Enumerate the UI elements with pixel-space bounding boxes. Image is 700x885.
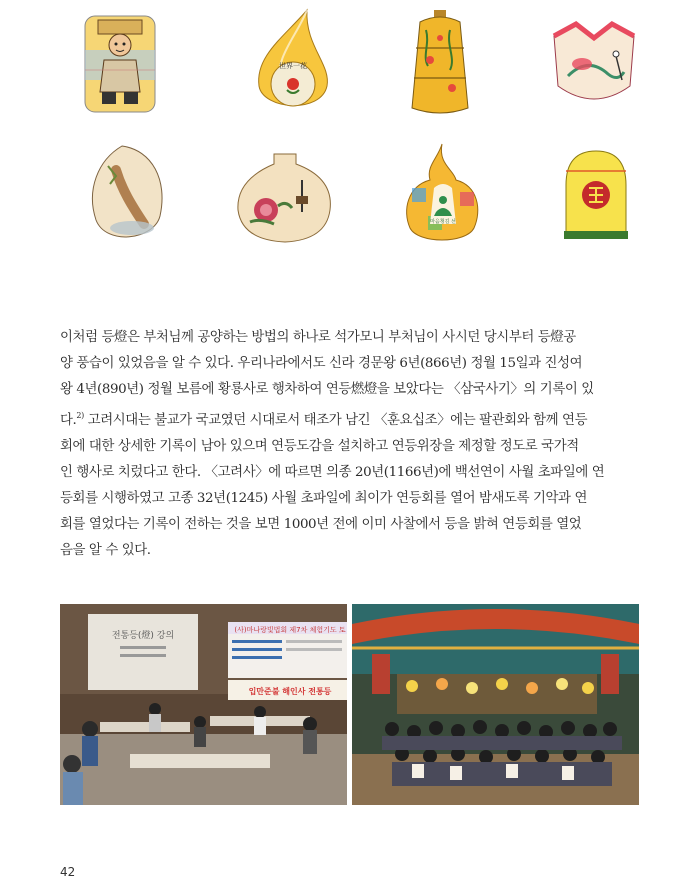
paragraph-line-with-footnote: [60, 403, 645, 434]
banner-bottom-text: 입만준불 해인사 전통등: [248, 687, 332, 696]
workshop-photo: [60, 604, 347, 805]
paragraph-line: 인 행사로 치렀다고 한다. 〈고려사〉에 따르면 의종 20년(1166년)에 백선연이 사월 초파일에 연: [60, 465, 605, 480]
body-paragraph: [60, 325, 645, 564]
dome-wan-lantern-icon: [556, 145, 636, 245]
lantern-caption-2: 마음챙김 선: [430, 219, 456, 225]
paragraph-line: 회에 대한 상세한 기록이 남아 있으며 연등도감을 설치하고 연등위장을 제정할 정도로 국가적: [60, 439, 579, 454]
bell-lantern-icon: [400, 8, 480, 123]
paragraph-line: 음을 알 수 있다.: [60, 543, 151, 558]
banner-top-text: (사)마나랑빛법회 제7차 체험기도 토: [234, 626, 346, 634]
lantern-caption-1: 世界一花: [279, 62, 307, 70]
projector-screen: [88, 614, 198, 690]
paragraph-line: 다.: [60, 413, 77, 428]
monk-figure-lantern-icon: [80, 10, 165, 120]
lotus-crane-lantern-icon: [548, 16, 640, 116]
peach-hand-lantern-icon: [82, 140, 172, 250]
lantern-gallery: [0, 0, 700, 270]
temple-group-photo: [352, 604, 639, 805]
paragraph-line: 이처럼 등燈은 부처님께 공양하는 방법의 하나로 석가모니 부처님이 사시던 당시부터 등燈공: [60, 330, 576, 345]
teardrop-lantern-icon: [245, 6, 340, 121]
paragraph-line: 왕 4년(890년) 정월 보름에 황룡사로 행차하여 연등燃燈을 보았다는 〈삼국사기〉의 기록이 있: [60, 382, 594, 397]
meditation-flame-lantern-icon: [398, 140, 488, 250]
page-number: 42: [60, 865, 76, 879]
paragraph-line: 회를 열었다는 기록이 전하는 것을 보면 1000년 전에 이미 사찰에서 등을 밝혀 연등회를 열었: [60, 517, 582, 532]
paragraph-line: 등회를 시행하였고 고종 32년(1245) 사월 초파일에 최이가 연등회를 열어 밤새도록 기악과 연: [60, 491, 587, 506]
paragraph-line: 고려시대는 불교가 국교였던 시대로서 태조가 남긴 〈훈요십조〉에는 팔관회와 함께 연등: [83, 413, 588, 428]
vase-peony-lantern-icon: [230, 150, 340, 245]
screen-title: 전통등(燈) 강의: [111, 631, 175, 641]
footnote-ref[interactable]: 2): [76, 411, 84, 420]
paragraph-line: 양 풍습이 있었음을 알 수 있다. 우리나라에서도 신라 경문왕 6년(866년) 정월 15일과 진성여: [60, 356, 583, 371]
